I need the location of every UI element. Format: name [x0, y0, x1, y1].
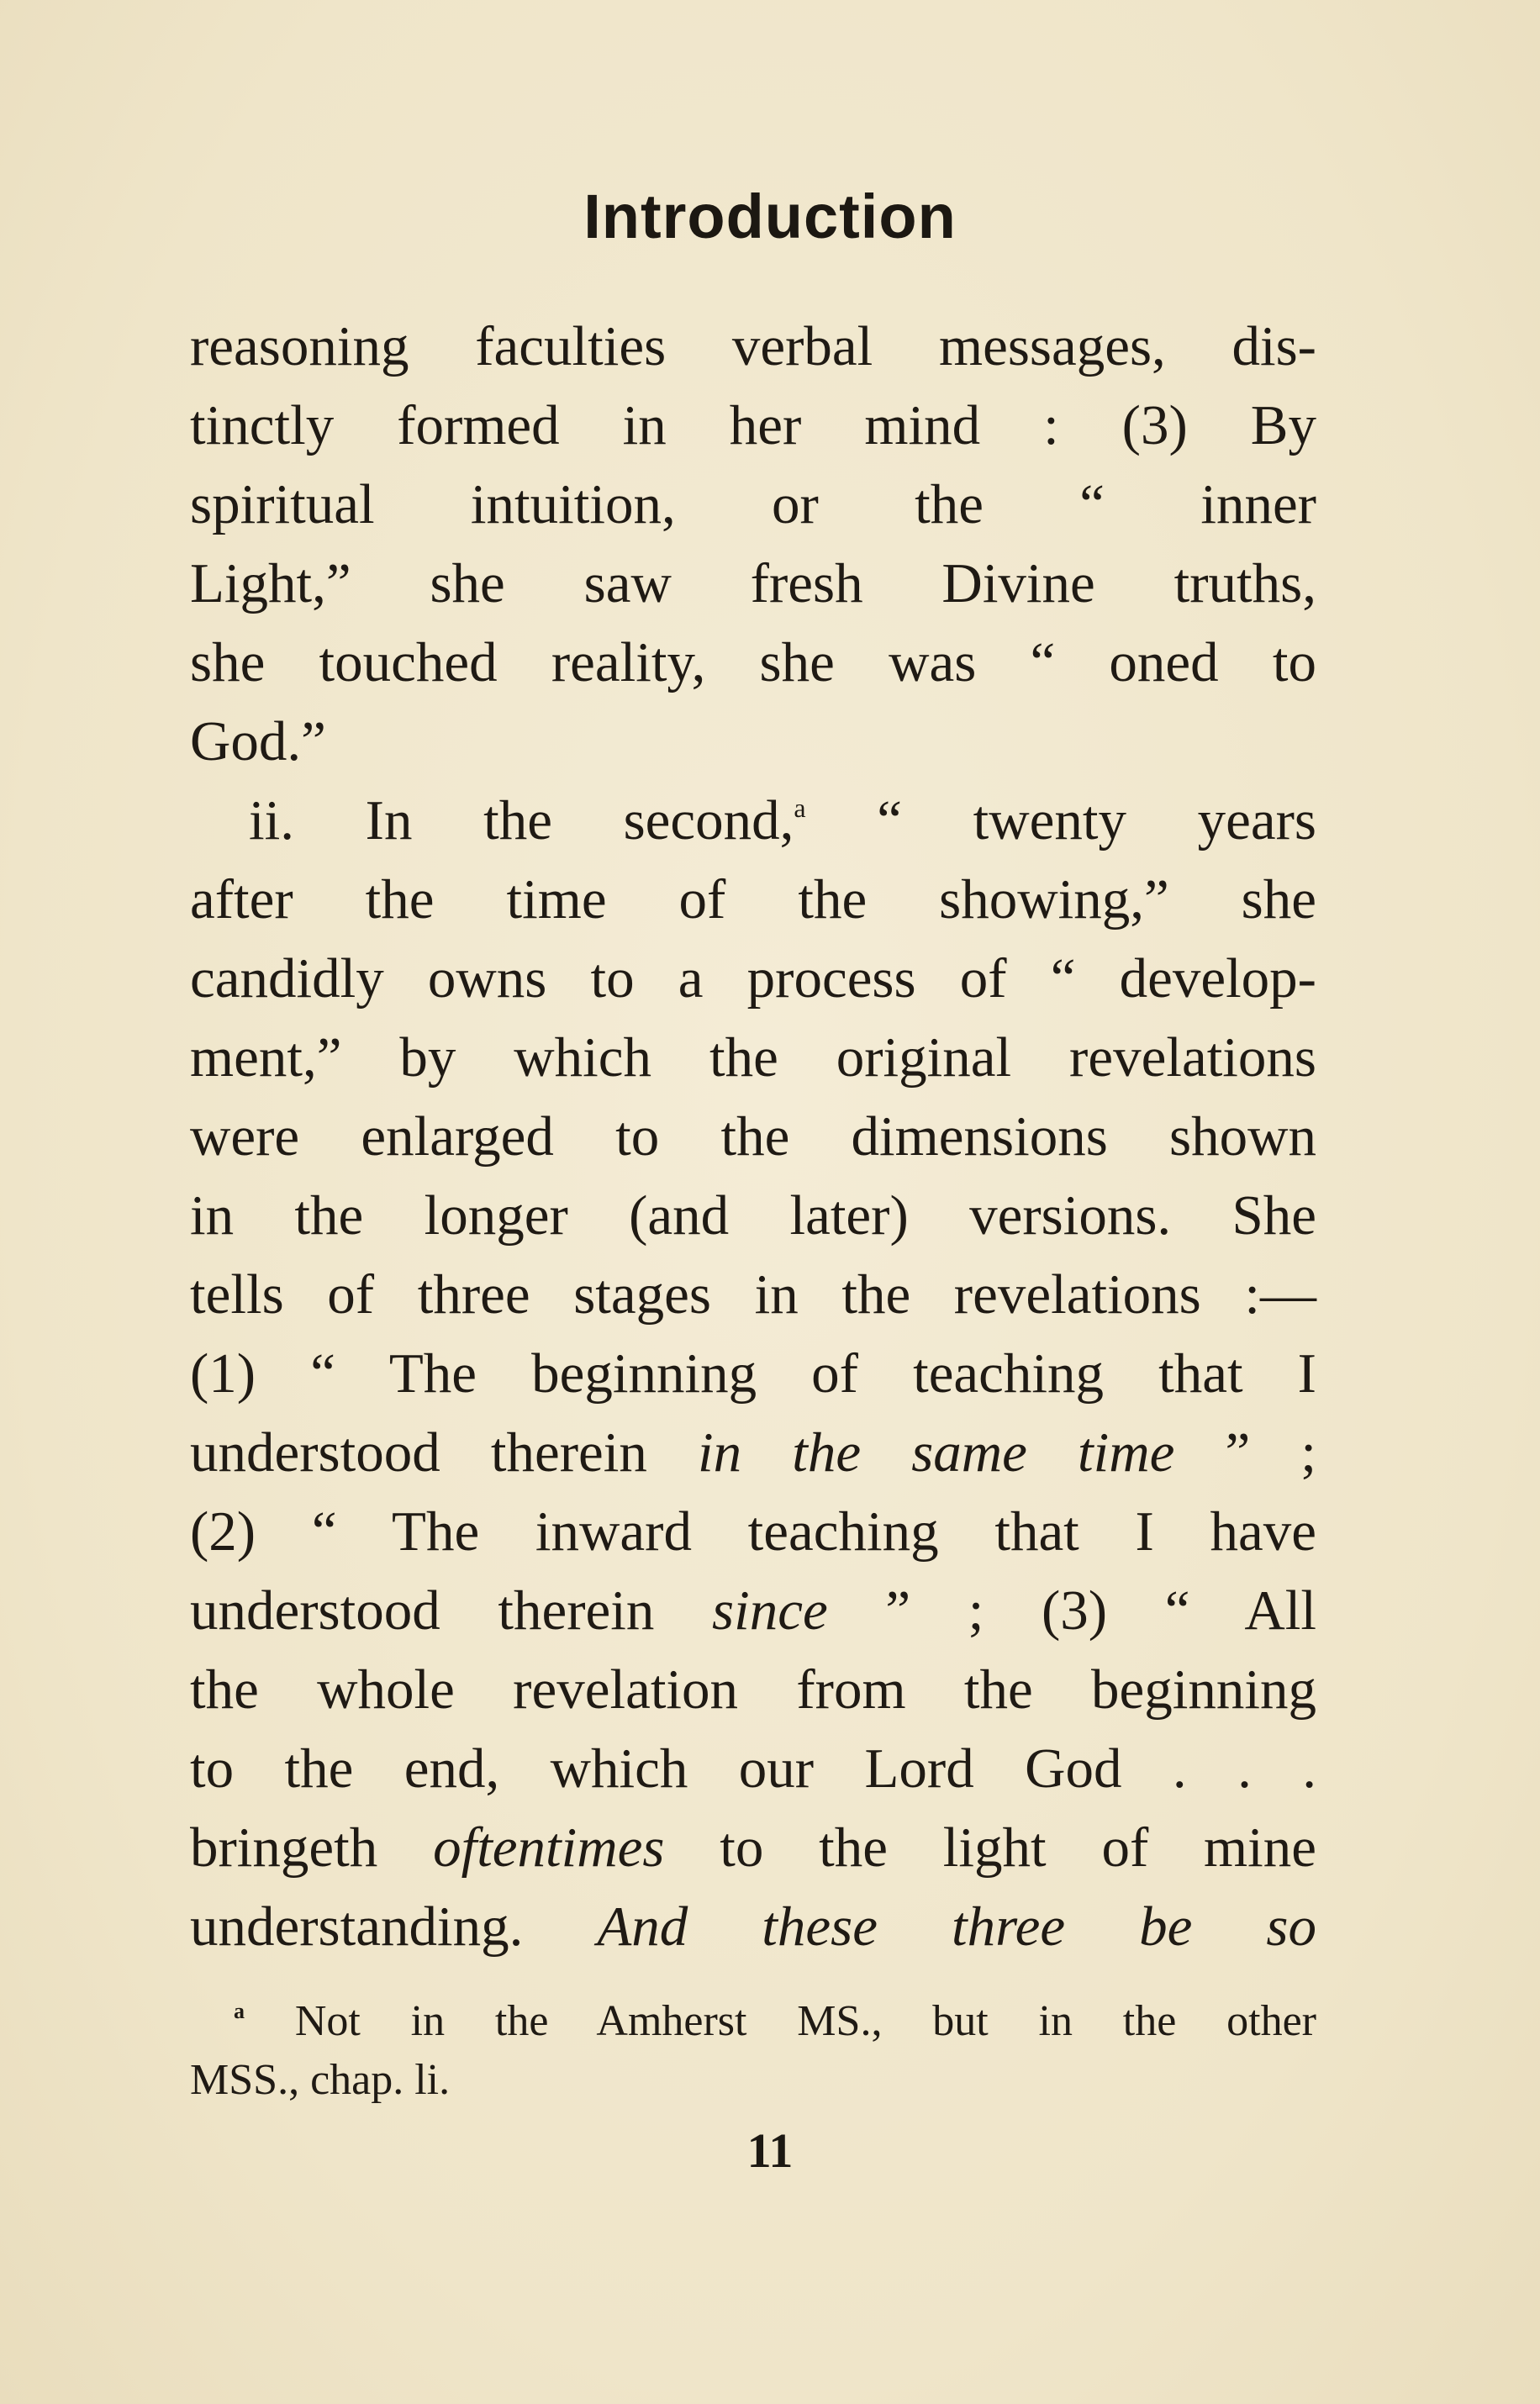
- text-segment: ” ; (3) “ All: [827, 1579, 1316, 1642]
- text-segment: understood therein: [190, 1421, 698, 1484]
- text-line-6: God.”: [190, 710, 326, 772]
- text-line-16: (2) “ The inward teaching that I have: [190, 1500, 1316, 1563]
- text-line-13: tells of three stages in the revelations :—: [190, 1263, 1316, 1326]
- text-line-17: [190, 1571, 1316, 1650]
- text-line-14: (1) “ The beginning of teaching that I: [190, 1342, 1316, 1405]
- text-line-5: she touched reality, she was “ oned to: [190, 631, 1316, 693]
- running-head: Introduction: [583, 182, 957, 251]
- text-line-19: to the end, which our Lord God . . .: [190, 1737, 1316, 1800]
- text-segment: ii. In the second,: [249, 789, 794, 851]
- text-line-20: [190, 1808, 1316, 1887]
- text-line-18: the whole revelation from the beginning: [190, 1658, 1316, 1721]
- text-line-3: spiritual intuition, or the “ inner: [190, 473, 1316, 535]
- text-segment: bringeth: [190, 1816, 434, 1879]
- text-line-11: were enlarged to the dimensions shown: [190, 1105, 1316, 1168]
- page-number: 11: [746, 2123, 794, 2178]
- text-segment: understanding.: [190, 1895, 598, 1958]
- footnote: [190, 1992, 1316, 2110]
- footnote-reference: a: [794, 793, 806, 823]
- footnote-marker: a: [234, 1999, 245, 2023]
- italic-segment: oftentimes: [433, 1816, 665, 1879]
- text-line-7: [190, 781, 1316, 860]
- footnote-line-2: MSS., chap. li.: [190, 2056, 451, 2104]
- text-line-8: after the time of the showing,” she: [190, 868, 1316, 930]
- italic-segment: since: [712, 1579, 828, 1642]
- text-line-1: reasoning faculties verbal messages, dis-: [190, 315, 1316, 377]
- text-segment: ” ;: [1174, 1421, 1316, 1484]
- text-line-9: candidly owns to a process of “ develop-: [190, 947, 1316, 1010]
- text-line-15: [190, 1413, 1316, 1492]
- footnote-text: Not in the Amherst MS., but in the other: [245, 1997, 1316, 2045]
- footnote-line-1: [190, 1992, 1316, 2051]
- text-segment: “ twenty years: [805, 789, 1316, 851]
- text-segment: understood therein: [190, 1579, 713, 1642]
- italic-segment: And these three be so: [597, 1895, 1316, 1958]
- italic-segment: in the same time: [698, 1421, 1175, 1484]
- text-line-12: in the longer (and later) versions. She: [190, 1184, 1316, 1247]
- text-segment: to the light of mine: [664, 1816, 1317, 1879]
- text-line-21: [190, 1887, 1316, 1966]
- body-text: [190, 307, 1316, 1966]
- text-line-2: tinctly formed in her mind : (3) By: [190, 394, 1316, 456]
- text-line-4: Light,” she saw fresh Divine truths,: [190, 552, 1316, 614]
- text-line-10: ment,” by which the original revelations: [190, 1026, 1316, 1089]
